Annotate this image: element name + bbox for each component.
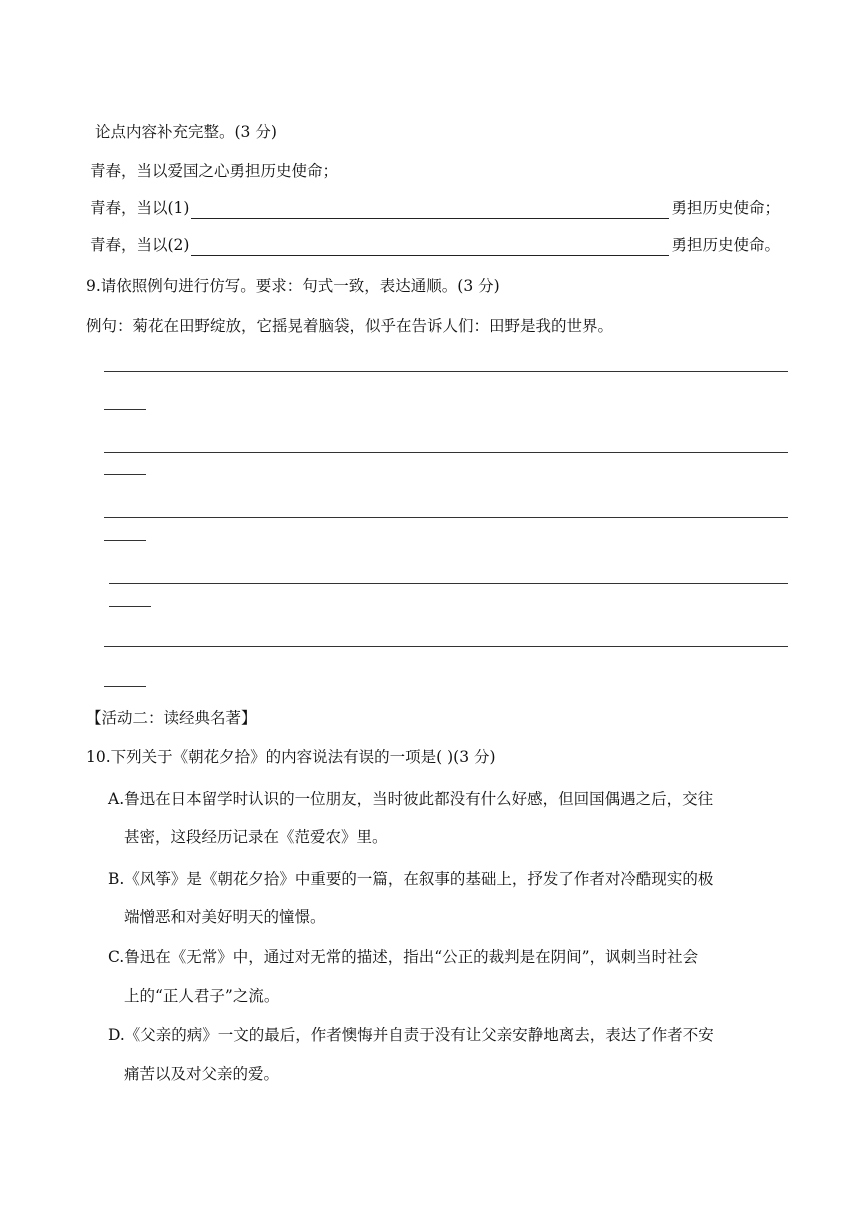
answer-line-3-tail[interactable] bbox=[104, 540, 146, 541]
q10-question: 10.下列关于《朝花夕拾》的内容说法有误的一项是( )(3 分) bbox=[86, 748, 496, 766]
q8-line-2 bbox=[90, 197, 780, 219]
option-c-line-2: 上的“正人君子”之流。 bbox=[124, 987, 280, 1005]
option-c-line-1[interactable]: C.鲁迅在《无常》中，通过对无常的描述，指出“公正的裁判是在阴间”，讽刺当时社会 bbox=[108, 948, 699, 966]
option-a-line-1[interactable]: A.鲁迅在日本留学时认识的一位朋友，当时彼此都没有什么好感，但回国偶遇之后，交往 bbox=[108, 790, 714, 808]
answer-line-2-tail[interactable] bbox=[104, 474, 146, 475]
q8-line-2-prefix: 青春，当以(1) bbox=[90, 199, 190, 217]
activity-2-heading: 【活动二：读经典名著】 bbox=[86, 709, 257, 727]
q8-line-3-suffix: 勇担历史使命。 bbox=[671, 236, 780, 254]
answer-line-2[interactable] bbox=[104, 452, 788, 453]
q8-line-2-suffix: 勇担历史使命； bbox=[671, 199, 780, 217]
option-d-line-2: 痛苦以及对父亲的爱。 bbox=[124, 1065, 280, 1083]
q8-line-1: 青春，当以爱国之心勇担历史使命； bbox=[90, 162, 339, 180]
answer-line-4[interactable] bbox=[109, 583, 788, 584]
q8-line-3-prefix: 青春，当以(2) bbox=[90, 236, 190, 254]
q8-instruction: 论点内容补充完整。(3 分) bbox=[95, 123, 277, 141]
answer-blank-2[interactable] bbox=[191, 238, 669, 256]
answer-line-1-tail[interactable] bbox=[104, 409, 146, 410]
answer-line-1[interactable] bbox=[104, 371, 788, 372]
answer-line-5[interactable] bbox=[104, 646, 788, 647]
answer-line-5-tail[interactable] bbox=[104, 686, 146, 687]
q8-line-3 bbox=[90, 234, 780, 256]
answer-line-3[interactable] bbox=[104, 517, 788, 518]
option-a-line-2: 甚密，这段经历记录在《范爱农》里。 bbox=[124, 828, 388, 846]
option-b-line-2: 端憎恶和对美好明天的憧憬。 bbox=[124, 908, 326, 926]
answer-line-4-tail[interactable] bbox=[109, 606, 151, 607]
q9-question: 9.请依照例句进行仿写。要求：句式一致，表达通顺。(3 分) bbox=[86, 277, 500, 295]
option-d-line-1[interactable]: D.《父亲的病》一文的最后，作者懊悔并自责于没有让父亲安静地离去，表达了作者不安 bbox=[108, 1026, 714, 1044]
q9-example: 例句：菊花在田野绽放，它摇晃着脑袋，似乎在告诉人们：田野是我的世界。 bbox=[86, 317, 614, 335]
answer-blank-1[interactable] bbox=[191, 201, 669, 219]
option-b-line-1[interactable]: B.《风筝》是《朝花夕拾》中重要的一篇，在叙事的基础上，抒发了作者对冷酷现实的极 bbox=[108, 870, 714, 888]
